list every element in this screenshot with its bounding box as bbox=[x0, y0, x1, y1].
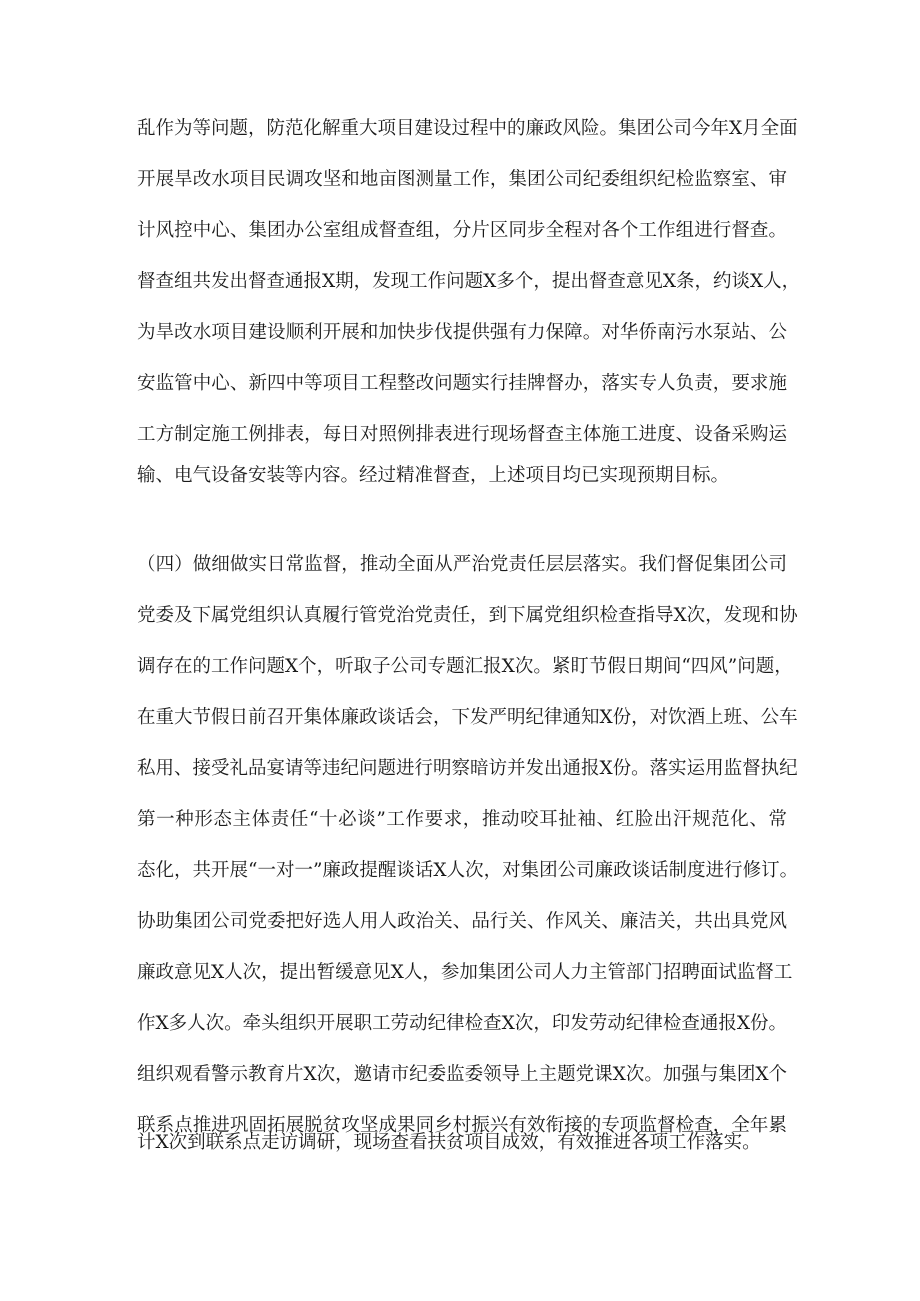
paragraph-2-line-11: 组织观看警示教育片X次，邀请市纪委监委领导上主题党课X次。加强与集团X个 bbox=[137, 1064, 788, 1085]
paragraph-2-line-13: 计X次到联系点走访调研，现场查看扶贫项目成效，有效推进各项工作落实。 bbox=[137, 1132, 761, 1153]
paragraph-1-line-4: 督查组共发出督查通报X期，发现工作问题X多个，提出督查意见X条，约谈X人， bbox=[137, 271, 801, 292]
paragraph-1-line-6: 安监管中心、新四中等项目工程整改问题实行挂牌督办，落实专人负责，要求施 bbox=[137, 373, 787, 394]
paragraph-2-line-10: 作X多人次。牵头组织开展职工劳动纪律检查X次，印发劳动纪律检查通报X份。 bbox=[137, 1013, 788, 1034]
paragraph-1-line-1: 乱作为等问题，防范化解重大项目建设过程中的廉政风险。集团公司今年X月全面 bbox=[137, 118, 798, 139]
paragraph-2-line-9: 廉政意见X人次，提出暂缓意见X人，参加集团公司人力主管部门招聘面试监督工 bbox=[137, 962, 793, 983]
paragraph-2-line-6: 第一种形态主体责任“十必谈”工作要求，推动咬耳扯袖、红脸出汗规范化、常 bbox=[137, 809, 787, 830]
paragraph-1-line-2: 开展旱改水项目民调攻坚和地亩图测量工作，集团公司纪委组织纪检监察室、审 bbox=[137, 169, 787, 190]
paragraph-2-line-5: 私用、接受礼品宴请等违纪问题进行明察暗访并发出通报X份。落实运用监督执纪 bbox=[137, 758, 798, 779]
paragraph-2-line-3: 调存在的工作问题X个，听取子公司专题汇报X次。紧盯节假日期间“四风”问题， bbox=[137, 656, 793, 677]
paragraph-1-line-8: 输、电气设备安装等内容。经过精准督查，上述项目均已实现预期目标。 bbox=[137, 465, 730, 486]
paragraph-2-line-8: 协助集团公司党委把好选人用人政治关、品行关、作风关、廉洁关，共出具党风 bbox=[137, 911, 787, 932]
paragraph-2-line-1: （四）做细做实日常监督，推动全面从严治党责任层层落实。我们督促集团公司 bbox=[137, 554, 787, 575]
paragraph-2-line-12: 联系点推进巩固拓展脱贫攻坚成果同乡村振兴有效衔接的专项监督检查，全年累 bbox=[137, 1115, 787, 1136]
paragraph-1-line-3: 计风控中心、集团办公室组成督查组，分片区同步全程对各个工作组进行督查。 bbox=[137, 220, 787, 241]
paragraph-2-line-2: 党委及下属党组织认真履行管党治党责任，到下属党组织检查指导X次，发现和协 bbox=[137, 605, 798, 626]
paragraph-2-line-7: 态化，共开展“一对一”廉政提醒谈话X人次，对集团公司廉政谈话制度进行修订。 bbox=[137, 860, 799, 881]
paragraph-1-line-7: 工方制定施工例排表，每日对照例排表进行现场督查主体施工进度、设备采购运 bbox=[137, 424, 787, 445]
paragraph-2-line-4: 在重大节假日前召开集体廉政谈话会，下发严明纪律通知X份，对饮酒上班、公车 bbox=[137, 707, 798, 728]
paragraph-1-line-5: 为旱改水项目建设顺利开展和加快步伐提供强有力保障。对华侨南污水泵站、公 bbox=[137, 322, 787, 343]
